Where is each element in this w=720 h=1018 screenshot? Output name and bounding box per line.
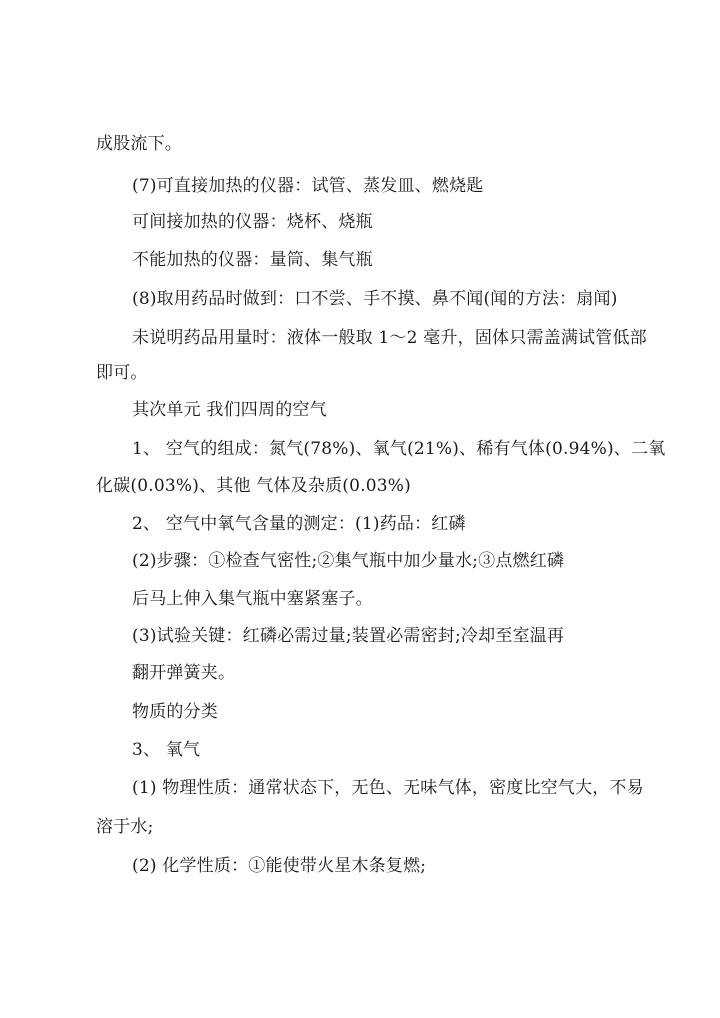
text-line-2: (7)可直接加热的仪器：试管、蒸发皿、燃烧匙 xyxy=(132,176,484,196)
text-line-20: (2) 化学性质：①能使带火星木条复燃; xyxy=(132,856,427,876)
text-line-15: 翻开弹簧夹。 xyxy=(132,663,236,683)
text-line-11: 2、 空气中氧气含量的测定：(1)药品：红磷 xyxy=(132,514,466,534)
text-line-12: (2)步骤：①检查气密性;②集气瓶中加少量水;③点燃红磷 xyxy=(132,551,565,571)
text-line-13: 后马上伸入集气瓶中塞紧塞子。 xyxy=(132,589,373,609)
text-line-19: 溶于水; xyxy=(96,817,154,837)
text-line-4: 不能加热的仪器：量筒、集气瓶 xyxy=(132,250,373,270)
text-line-9: 1、 空气的组成：氮气(78%)、氧气(21%)、稀有气体(0.94%)、二氧 xyxy=(132,439,666,459)
text-line-14: (3)试验关键：红磷必需过量;装置必需密封;冷却至室温再 xyxy=(132,626,565,646)
text-line-8: 其次单元 我们四周的空气 xyxy=(132,400,327,420)
text-line-6: 未说明药品用量时：液体一般取 1～2 毫升，固体只需盖满试管低部 xyxy=(132,328,647,348)
text-line-1: 成股流下。 xyxy=(96,134,182,154)
text-line-7: 即可。 xyxy=(96,363,148,383)
text-line-18: (1) 物理性质：通常状态下，无色、无味气体，密度比空气大，不易 xyxy=(132,778,644,798)
text-line-3: 可间接加热的仪器：烧杯、烧瓶 xyxy=(132,212,373,232)
text-line-16: 物质的分类 xyxy=(132,702,218,722)
text-line-10: 化碳(0.03%)、其他 气体及杂质(0.03%) xyxy=(96,476,411,496)
text-line-17: 3、 氧气 xyxy=(132,740,201,760)
text-line-5: (8)取用药品时做到：口不尝、手不摸、鼻不闻(闻的方法：扇闻) xyxy=(132,289,618,309)
